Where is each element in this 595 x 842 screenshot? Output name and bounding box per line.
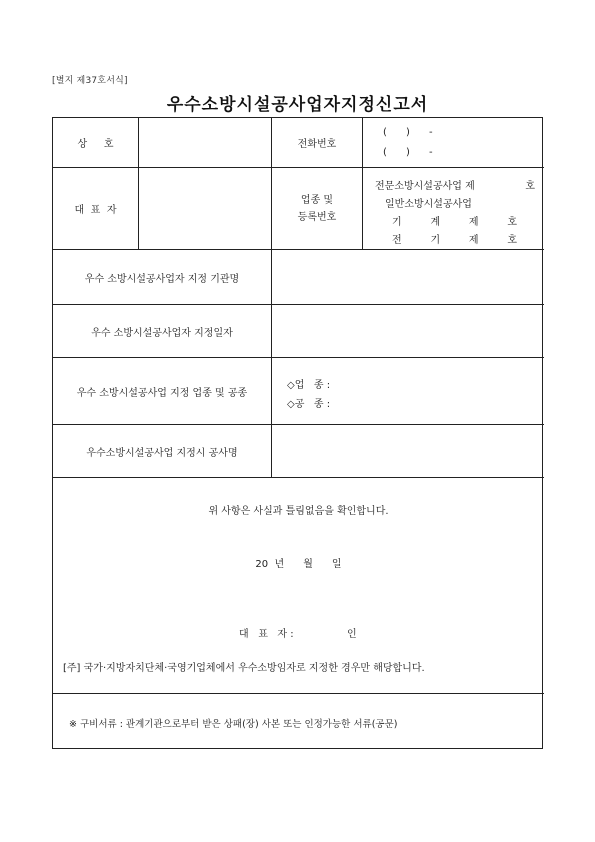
agency-name-label: 우수 소방시설공사업자 지정 기관명 <box>84 273 240 285</box>
designation-date-field[interactable] <box>272 305 544 357</box>
representative-label: 대 표 자 <box>74 205 117 216</box>
designation-type-field[interactable] <box>272 358 544 424</box>
phone-field-line-1[interactable]: ( ) - <box>383 127 433 138</box>
row-divider <box>53 693 544 694</box>
business-type-label: 업종 및 등록번호 <box>297 194 337 223</box>
business-line-specialized: 전문소방시설공사업 제 호 <box>375 181 535 192</box>
designation-type-label: 우수 소방시설공사업 지정 업종 및 공종 <box>76 387 248 399</box>
page-title: 우수소방시설공사업자지정신고서 <box>166 95 429 115</box>
required-documents: ※ 구비서류 : 관계기관으로부터 받은 상패(장) 사본 또는 인정가능한 서류(공문) <box>69 719 398 730</box>
project-name-label: 우수소방시설공사업 지정시 공사명 <box>86 447 238 459</box>
trade-name-field[interactable] <box>139 118 271 167</box>
application-form <box>52 117 543 749</box>
designation-date-label: 우수 소방시설공사업자 지정일자 <box>91 327 233 339</box>
phone-label: 전화번호 <box>297 139 337 150</box>
representative-field[interactable] <box>139 168 271 249</box>
seal-mark[interactable]: 인 <box>347 629 357 640</box>
row-divider <box>53 477 544 478</box>
project-name-field[interactable] <box>272 425 544 477</box>
declaration-statement: 위 사항은 사실과 틀림없음을 확인합니다. <box>208 506 389 517</box>
industry-field[interactable]: ◇업 종 : <box>287 380 331 391</box>
business-line-machinery: 기 계 제 호 <box>392 217 517 228</box>
trade-name-label: 상 호 <box>77 139 114 150</box>
business-line-general: 일반소방시설공사업 <box>385 199 472 210</box>
work-type-field[interactable]: ◇공 종 : <box>287 399 331 410</box>
form-label: [별지 제37호서식] <box>52 76 128 86</box>
business-line-electrical: 전 기 제 호 <box>392 235 517 246</box>
agency-name-field[interactable] <box>272 250 544 304</box>
phone-field-line-2[interactable]: ( ) - <box>383 147 433 158</box>
date-line[interactable]: 20 년 월 일 <box>255 559 342 570</box>
signer-label: 대 표 자 : <box>239 629 294 640</box>
footnote: [주] 국가·지방자치단체·국영기업체에서 우수소방임자로 지정한 경우만 해당합니다. <box>63 663 425 674</box>
